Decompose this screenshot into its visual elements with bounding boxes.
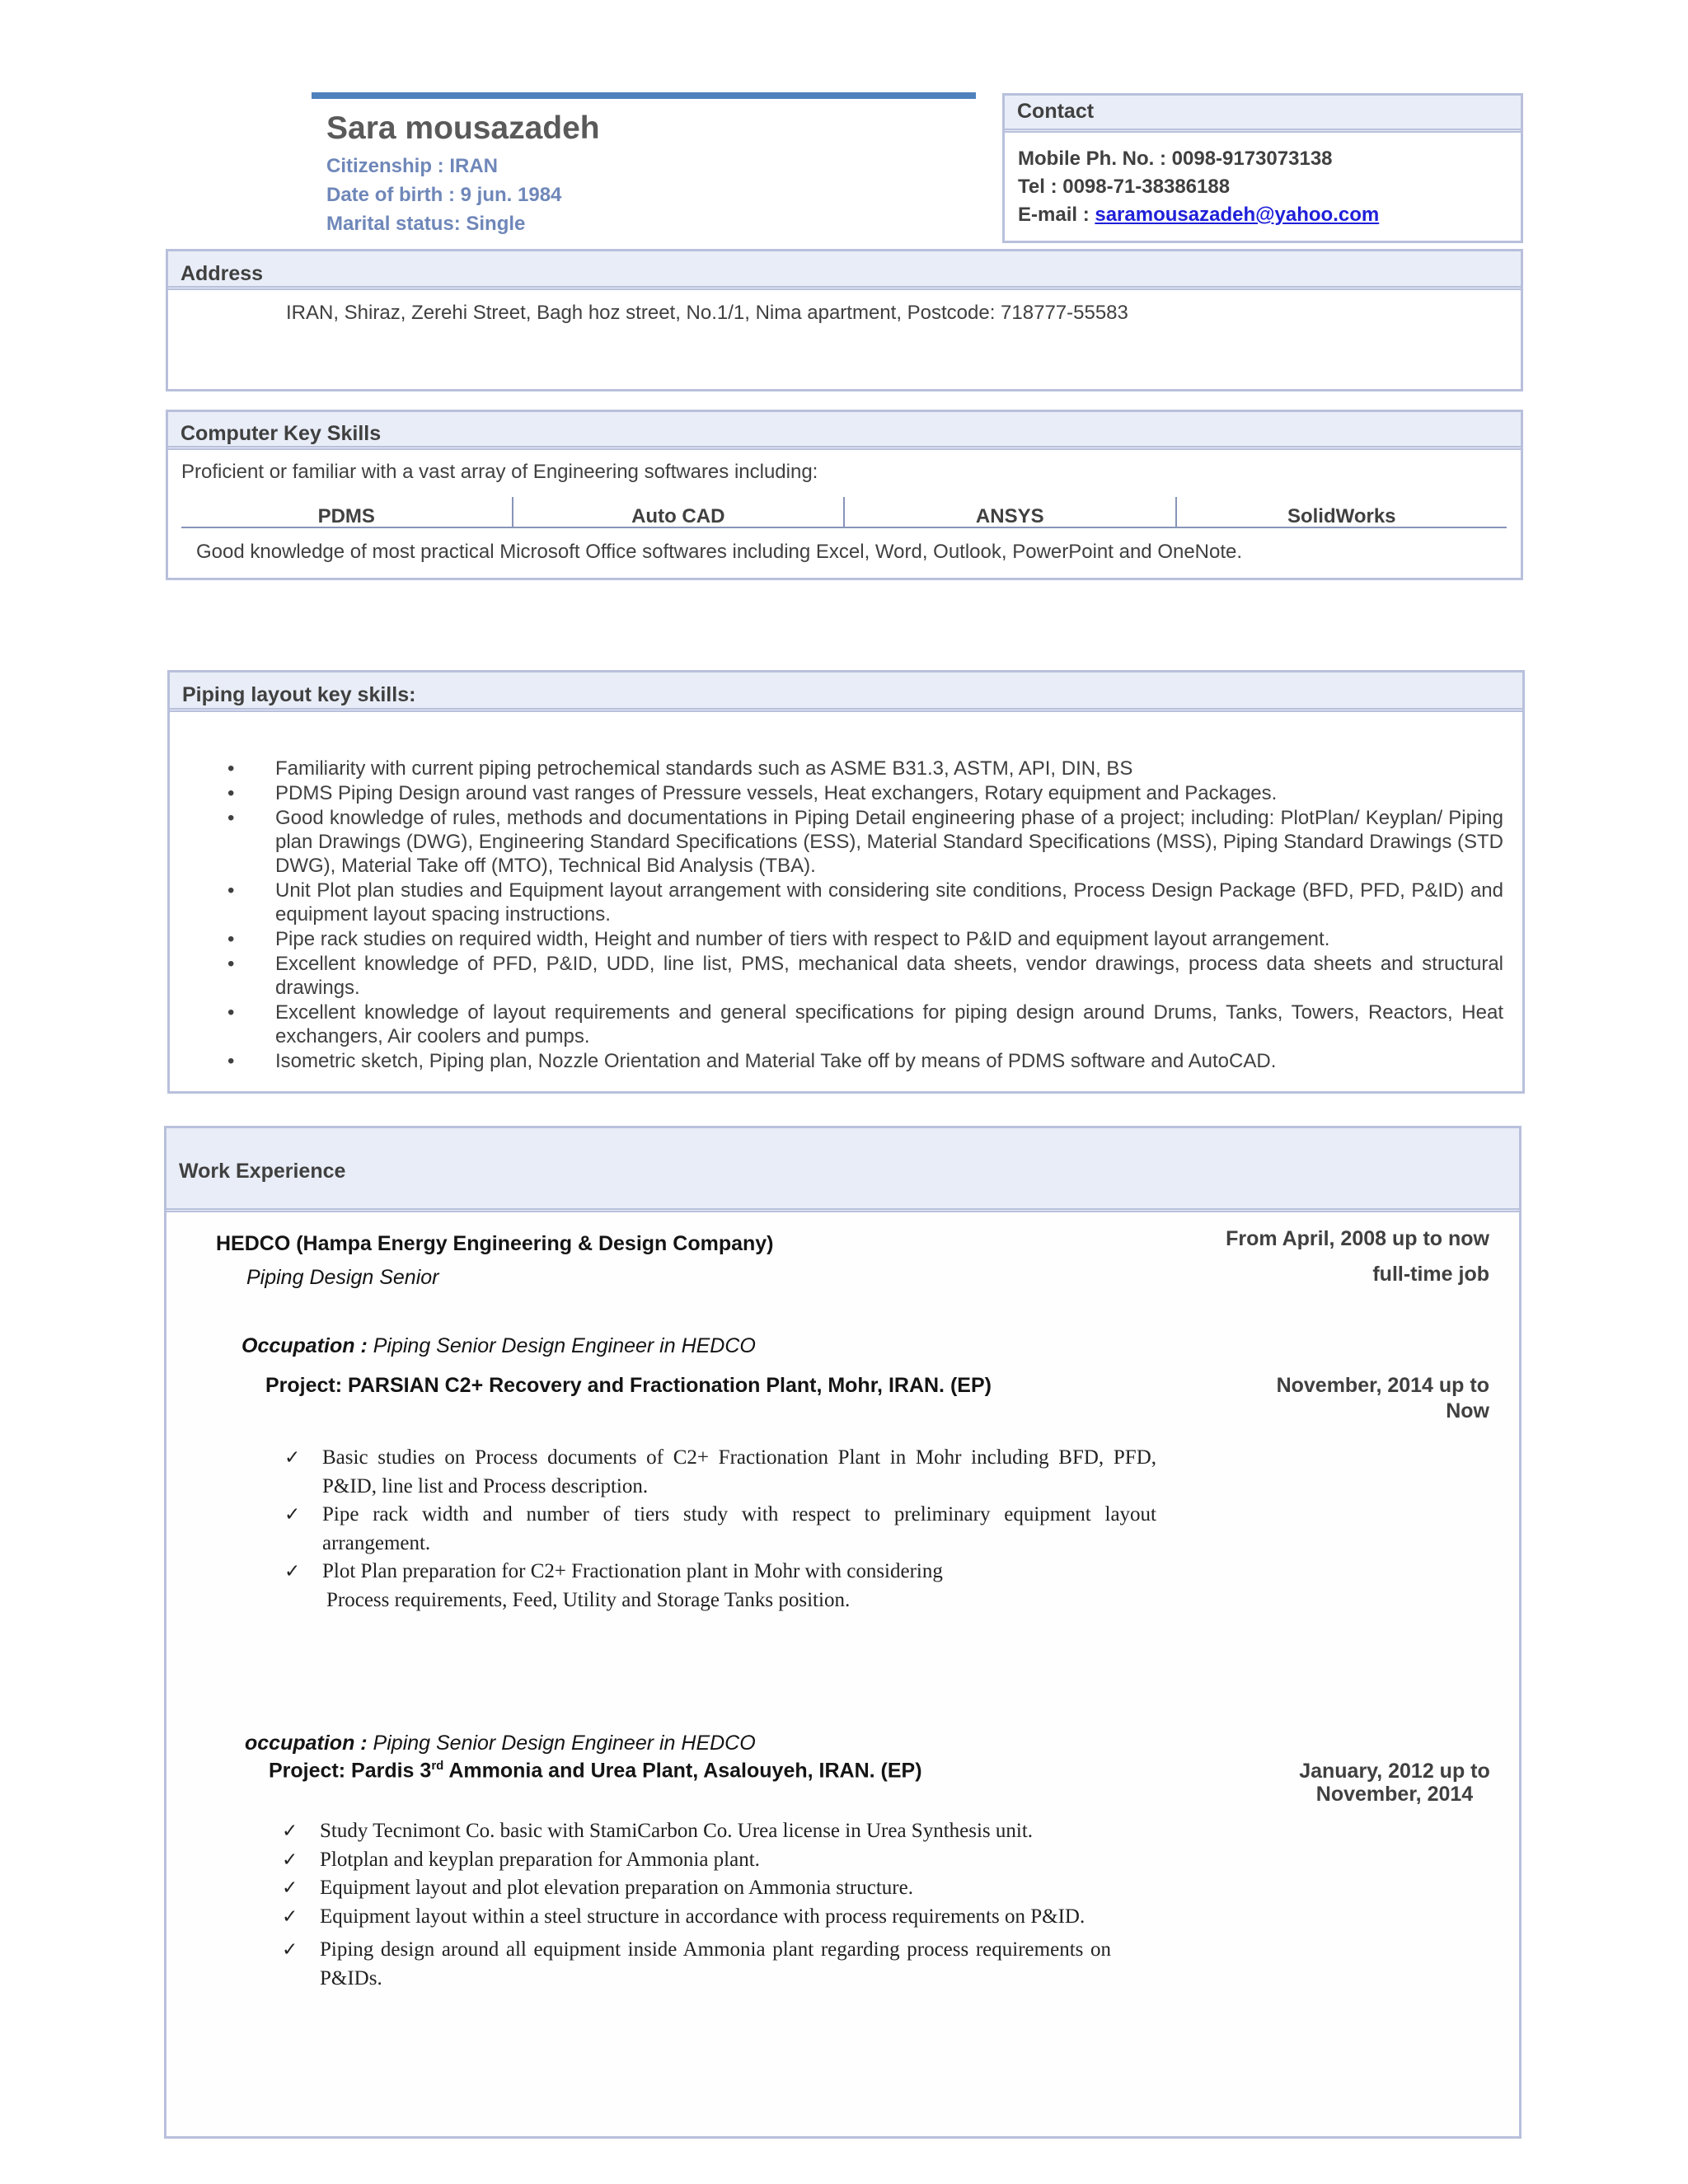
tel-number: Tel : 0098-71-38386188 <box>1018 176 1231 198</box>
company-name: HEDCO (Hampa Energy Engineering & Design Company) <box>216 1232 774 1255</box>
occupation-text: Piping Senior Design Engineer in HEDCO <box>367 1732 756 1755</box>
software-cell: ANSYS <box>843 497 1175 527</box>
piping-skills-list <box>170 757 1503 1074</box>
list-item: ✓ Study Tecnimont Co. basic with StamiCarbon Co. Urea license in Urea Synthesis unit. <box>320 1817 1154 1846</box>
list-item: ✓ Basic studies on Process documents of C2+ Fractionation Plant in Mohr including BFD, PFD, P&ID, line list and Process description. <box>322 1444 1156 1501</box>
email-line <box>1018 204 1379 227</box>
occupation-line <box>245 1732 756 1755</box>
job-type: full-time job <box>1372 1263 1489 1286</box>
email-label: E-mail : <box>1018 204 1095 226</box>
computer-skills-section <box>166 410 1523 580</box>
occupation-label: Occupation : <box>241 1334 368 1357</box>
project-task-list <box>320 1817 1154 1993</box>
list-item: ✓ Piping design around all equipment inside Ammonia plant regarding process requirements on P&IDs. <box>320 1936 1111 1993</box>
project-title-superscript: rd <box>431 1759 444 1773</box>
occupation-label: occupation : <box>245 1732 368 1755</box>
list-item: • Unit Plot plan studies and Equipment layout arrangement with considering site conditions, Process Design Package (BFD, PFD, P&ID) and equipment layout spacing instructions. <box>170 879 1503 926</box>
list-item: • Excellent knowledge of layout requirements and general specifications for piping design around Drums, Tanks, Towers, Reactors, Heat exchangers, Air coolers and pumps. <box>170 1001 1503 1048</box>
software-cell: SolidWorks <box>1175 497 1507 527</box>
list-item: • Familiarity with current piping petrochemical standards such as ASME B31.3, ASTM, API, DIN, BS <box>170 757 1503 780</box>
list-item: • Excellent knowledge of PFD, P&ID, UDD, line list, PMS, mechanical data sheets, vendor drawings, process data sheets and structural drawings. <box>170 952 1503 1000</box>
person-name: Sara mousazadeh <box>326 110 600 146</box>
employment-period: From April, 2008 up to now <box>1226 1227 1489 1250</box>
list-item: ✓ Plotplan and keyplan preparation for Ammonia plant. <box>320 1846 1154 1875</box>
list-item: ✓ Equipment layout within a steel structure in accordance with process requirements on P&ID. <box>320 1903 1154 1932</box>
email-link[interactable]: saramousazadeh@yahoo.com <box>1095 204 1380 226</box>
header-accent-bar <box>312 92 976 99</box>
project-date-line1: January, 2012 up to <box>1299 1760 1490 1783</box>
piping-skills-section <box>167 670 1525 1094</box>
piping-skills-title: Piping layout key skills: <box>170 673 1522 712</box>
list-item: ✓ Pipe rack width and number of tiers study with respect to preliminary equipment layout arrangement. <box>322 1501 1156 1558</box>
skills-intro: Proficient or familiar with a vast array of Engineering softwares including: <box>181 461 818 483</box>
address-title: Address <box>168 251 1521 290</box>
list-item: • Isometric sketch, Piping plan, Nozzle Orientation and Material Take off by means of PDMS software and AutoCAD. <box>170 1049 1503 1073</box>
office-skills: Good knowledge of most practical Microsoft Office softwares including Excel, Word, Outlook, PowerPoint and OneNote. <box>196 541 1243 563</box>
software-cell: Auto CAD <box>512 497 844 527</box>
position-title: Piping Design Senior <box>246 1266 439 1289</box>
marital-status: Marital status: Single <box>326 213 526 235</box>
list-item: • PDMS Piping Design around vast ranges of Pressure vessels, Heat exchangers, Rotary equipment and Packages. <box>170 781 1503 805</box>
address-text: IRAN, Shiraz, Zerehi Street, Bagh hoz street, No.1/1, Nima apartment, Postcode: 718777-55583 <box>286 302 1128 324</box>
occupation-line <box>241 1334 756 1358</box>
project-title-suffix: Ammonia and Urea Plant, Asalouyeh, IRAN. (EP) <box>443 1759 922 1783</box>
project-task-continuation: Process requirements, Feed, Utility and Storage Tanks position. <box>326 1589 851 1611</box>
project-title: Project: PARSIAN C2+ Recovery and Fractionation Plant, Mohr, IRAN. (EP) <box>265 1374 992 1397</box>
work-experience-section <box>164 1126 1522 2139</box>
date-of-birth: Date of birth : 9 jun. 1984 <box>326 184 562 206</box>
contact-title: Contact <box>1005 96 1521 133</box>
project-title-prefix: Project: Pardis 3 <box>269 1759 432 1783</box>
work-experience-title: Work Experience <box>166 1128 1519 1212</box>
occupation-text: Piping Senior Design Engineer in HEDCO <box>367 1334 756 1357</box>
address-section <box>166 249 1523 391</box>
list-item: ✓ Plot Plan preparation for C2+ Fractionation plant in Mohr with considering <box>322 1558 1105 1586</box>
project-title <box>269 1759 922 1783</box>
citizenship: Citizenship : IRAN <box>326 155 498 177</box>
project-task-list <box>322 1444 1156 1586</box>
project-date-line1: November, 2014 up to <box>1276 1374 1489 1397</box>
software-cell: PDMS <box>317 505 375 527</box>
project-date-line2: November, 2014 <box>1315 1783 1474 1806</box>
mobile-number: Mobile Ph. No. : 0098-9173073138 <box>1018 148 1333 170</box>
list-item: ✓ Equipment layout and plot elevation preparation on Ammonia structure. <box>320 1874 1154 1903</box>
list-item: • Good knowledge of rules, methods and documentations in Piping Detail engineering phase of a project; including: PlotPlan/ Keyplan/ Piping plan Drawings (DWG), Engineering Standard Specifications (ESS), Material Standard Specifications (MSS), Piping Standard Drawings (STD DWG), Material Take off (MTO), Technical Bid Analysis (TBA). <box>170 806 1503 878</box>
software-table <box>181 497 1507 528</box>
contact-section <box>1002 93 1523 243</box>
computer-skills-title: Computer Key Skills <box>168 412 1521 450</box>
project-date-line2: Now <box>1446 1399 1489 1422</box>
list-item: • Pipe rack studies on required width, Height and number of tiers with respect to P&ID and equipment layout arrangement. <box>170 927 1503 951</box>
